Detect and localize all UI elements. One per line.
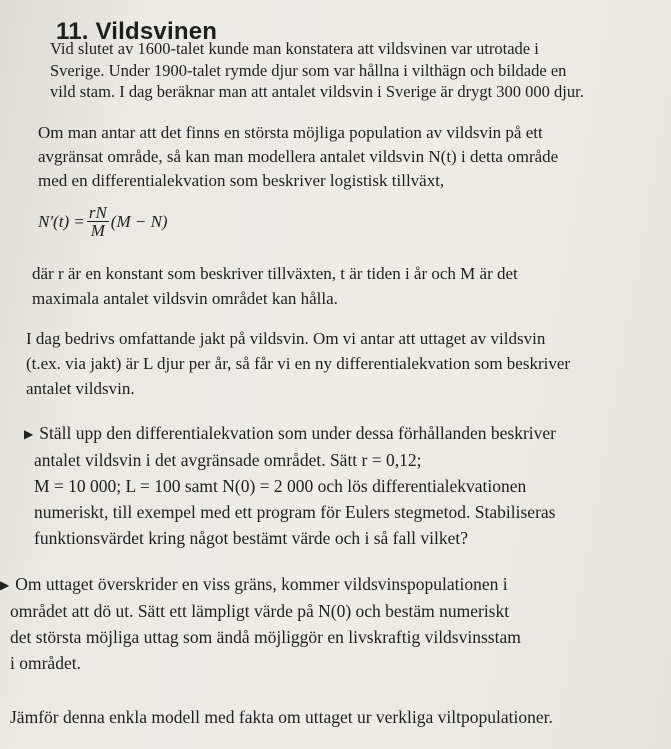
formula-fraction xyxy=(87,204,109,239)
triangle-bullet-icon: ▶ xyxy=(0,578,10,592)
text-line: antalet vildsvin. xyxy=(26,379,135,398)
formula-denominator: M xyxy=(90,221,105,240)
page-title: 11. Vildsvinen xyxy=(56,18,218,46)
text-line: numeriskt, till exempel med ett program för Eulers stegmetod. Stabiliseras xyxy=(34,502,556,522)
text-line: (t.ex. via jakt) är L djur per år, så får vi en ny differentialekvation som beskriver xyxy=(26,354,571,373)
task-1-line: Ställ upp den differentialekvation som under dessa förhållanden beskriver xyxy=(39,423,556,443)
task-2 xyxy=(0,571,521,676)
text-line xyxy=(24,420,556,447)
text-line: med en differentialekvation som beskriver logistisk tillväxt, xyxy=(38,171,445,190)
hunting-paragraph xyxy=(26,326,570,401)
text-line: det största möjliga uttag som ändå möjliggör en livskraftig vildsvinsstam xyxy=(10,627,521,647)
text-line: Om man antar att det finns en största möjliga population av vildsvin på ett xyxy=(38,123,543,142)
text-line: M = 10 000; L = 100 samt N(0) = 2 000 och lös differentialekvationen xyxy=(34,476,527,496)
definition-paragraph xyxy=(32,261,518,311)
text-line: funktionsvärdet kring något bestämt värde och i så fall vilket? xyxy=(34,528,468,548)
logistic-formula xyxy=(38,204,168,239)
text-line: i området. xyxy=(10,653,81,673)
formula-rhs: (M − N) xyxy=(110,211,168,231)
text-line: maximala antalet vildsvin området kan hålla. xyxy=(32,289,338,308)
task-1 xyxy=(24,420,556,551)
model-paragraph xyxy=(38,121,558,193)
text-line: Jämför denna enkla modell med fakta om uttaget ur verkliga viltpopulationer. xyxy=(10,707,553,727)
text-line: I dag bedrivs omfattande jakt på vildsvin. Om vi antar att uttaget av vildsvin xyxy=(26,329,546,348)
text-line: området att dö ut. Sätt ett lämpligt värde på N(0) och bestäm numeriskt xyxy=(10,601,510,621)
triangle-bullet-icon: ▶ xyxy=(24,427,34,441)
intro-paragraph xyxy=(50,38,584,103)
text-line xyxy=(0,571,521,598)
text-line: där r är en konstant som beskriver tillväxten, t är tiden i år och M är det xyxy=(32,264,518,283)
task-3 xyxy=(0,706,553,728)
text-line: avgränsat område, så kan man modellera antalet vildsvin N(t) i detta område xyxy=(38,147,559,166)
formula-lhs: N′(t) = xyxy=(38,211,85,231)
text-line: Sverige. Under 1900-talet rymde djur som var hållna i vilthägn och bildade en xyxy=(50,60,567,80)
task-2-line: Om uttaget överskrider en viss gräns, kommer vildsvinspopulationen i xyxy=(15,574,508,594)
text-line: Vid slutet av 1600-talet kunde man konstatera att vildsvinen var utrotade i xyxy=(50,39,539,58)
formula-numerator: rN xyxy=(88,203,107,222)
text-line: vild stam. I dag beräknar man att antalet vildsvin i Sverige är drygt 300 000 djur. xyxy=(50,82,584,101)
text-line: antalet vildsvin i det avgränsade området. Sätt r = 0,12; xyxy=(34,450,422,470)
